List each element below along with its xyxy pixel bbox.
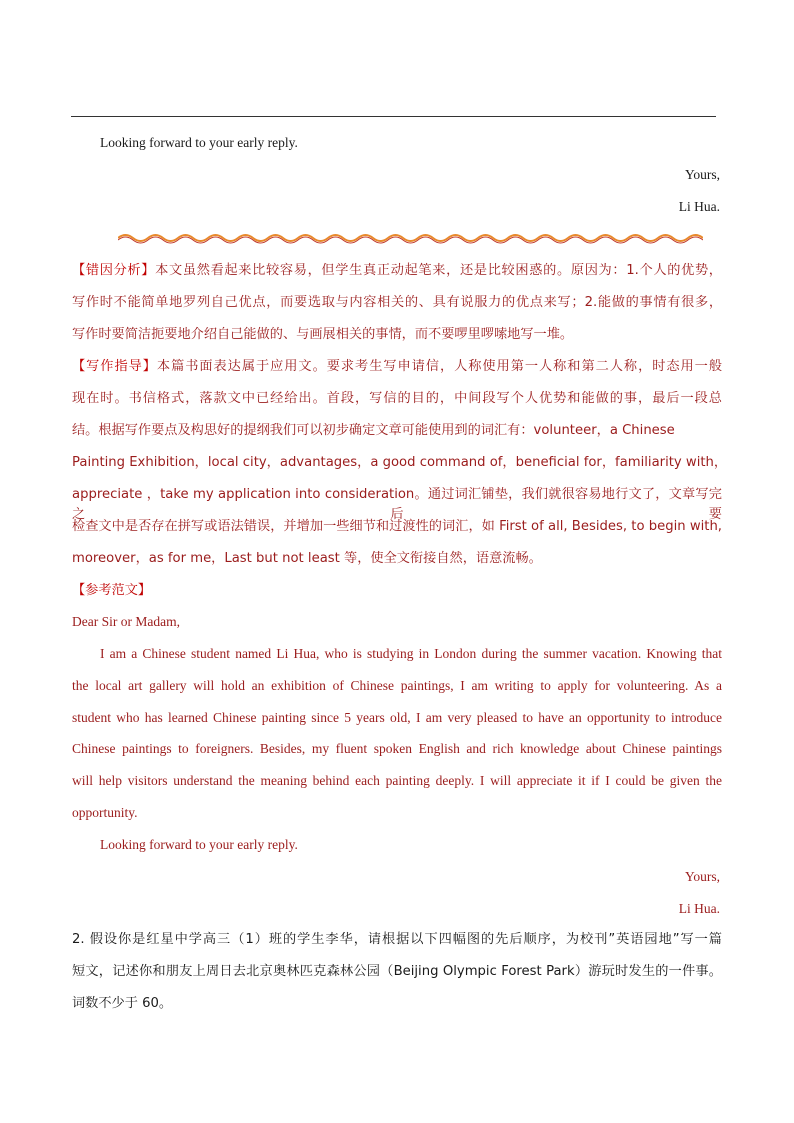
- sample-line-6: opportunity.: [72, 805, 138, 820]
- question2-line-2: 短文，记述你和朋友上周日去北京奥林匹克森林公园（Beijing Olympic Forest Park）游玩时发生的一件事。: [72, 964, 722, 979]
- guidance-line-6: 检查文中是否存在拼写或语法错误，并增加一些细节和过渡性的词汇，如 First of all, Besides, to begin with,: [72, 519, 722, 534]
- analysis-line-2: 写作时不能简单地罗列自己优点，而要选取与内容相关的、具有说服力的优点来写；2.能做的事情有很多，: [72, 295, 722, 310]
- sample-tag: 【参考范文】: [72, 583, 152, 598]
- analysis-line-1: 【错因分析】本文虽然看起来比较容易，但学生真正动起笔来，还是比较困惑的。原因为：1.个人的优势，: [72, 263, 722, 278]
- sample-line-1: I am a Chinese student named Li Hua, who is studying in London during the summer vacation. Knowing that: [100, 646, 722, 661]
- guidance-line-1: 【写作指导】本篇书面表达属于应用文。要求考生写申请信，人称使用第一人称和第二人称，时态用一般: [72, 359, 723, 374]
- guidance-line-3: 结。根据写作要点及构思好的提纲我们可以初步确定文章可能使用到的词汇有：volunteer，a Chinese: [72, 423, 675, 438]
- header-rule: [71, 116, 716, 117]
- question2-line-3: 词数不少于 60。: [72, 996, 173, 1011]
- guidance-line-2: 现在时。书信格式，落款文中已经给出。首段，写信的目的，中间段写个人优势和能做的事，最后一段总: [72, 391, 722, 406]
- question2-line-1: 2. 假设你是红星中学高三（1）班的学生李华，请根据以下四幅图的先后顺序，为校刊”英语园地”写一篇: [72, 932, 722, 947]
- guidance-line-5: appreciate ，take my application into consideration。通过词汇铺垫，我们就很容易地行文了，文章写完之后要: [72, 487, 722, 522]
- sample-name: Li Hua.: [678, 901, 720, 916]
- guidance-line-4: Painting Exhibition，local city，advantages，a good command of，beneficial for，familiarity with，: [72, 455, 728, 470]
- letter-sign-off: Yours,: [684, 167, 720, 182]
- sample-line-2: the local art gallery will hold an exhibition of Chinese paintings, I am writing to apply for volunteering. As a: [72, 678, 722, 693]
- sample-closing: Looking forward to your early reply.: [100, 837, 298, 852]
- letter-name: Li Hua.: [678, 199, 720, 214]
- guidance-line-7: moreover，as for me，Last but not least 等，使全文衔接自然，语意流畅。: [72, 551, 542, 566]
- analysis-line-3: 写作时要简洁扼要地介绍自己能做的、与画展相关的事情，而不要啰里啰嗦地写一堆。: [72, 327, 574, 342]
- sample-line-4: Chinese paintings to foreigners. Besides, my fluent spoken English and rich knowledge about Chinese paintings: [72, 741, 722, 756]
- guidance-tag: 【写作指导】: [72, 359, 157, 374]
- sample-greeting: Dear Sir or Madam,: [72, 614, 180, 629]
- sample-sign-off: Yours,: [684, 869, 720, 884]
- analysis-tag: 【错因分析】: [72, 263, 156, 278]
- wavy-divider: [118, 232, 703, 244]
- sample-line-3: student who has learned Chinese painting since 5 years old, I am very pleased to have an opportunity to introduce: [72, 710, 722, 725]
- letter-closing: Looking forward to your early reply.: [100, 135, 298, 150]
- sample-line-5: will help visitors understand the meaning behind each painting deeply. I will appreciate it if I could be given the: [72, 773, 722, 788]
